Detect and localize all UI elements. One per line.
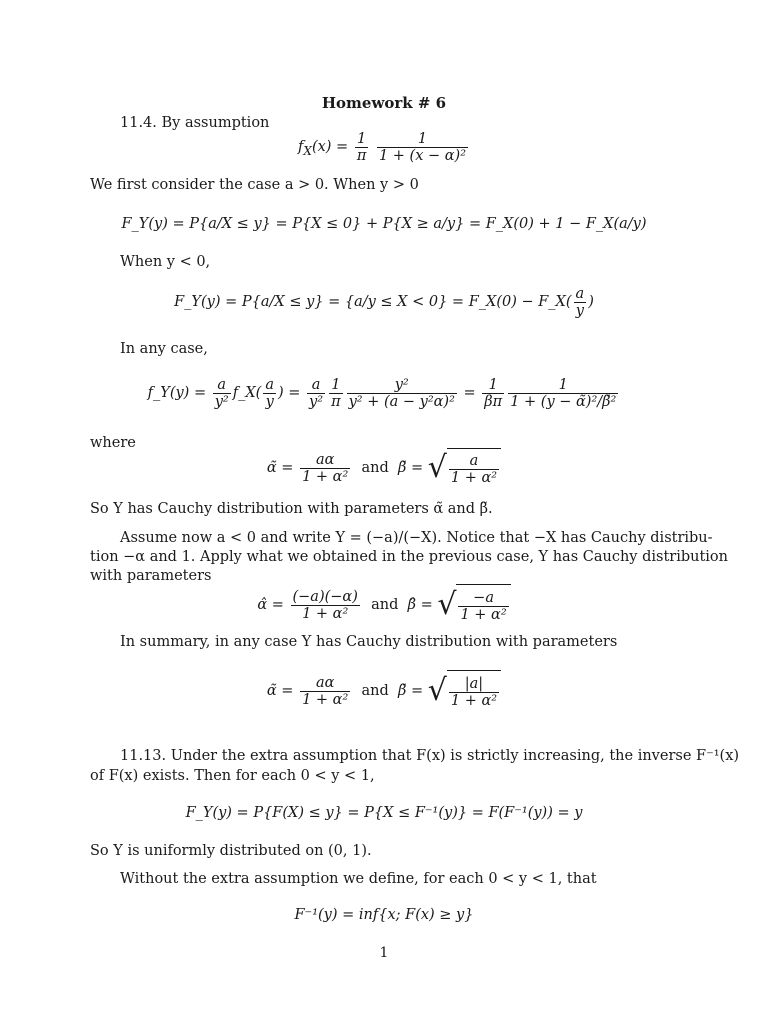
eq1-arg: (x) =: [311, 139, 349, 155]
assume-negative-line-2: tion −α and 1. Apply what we obtained in the previous case, Y has Cauchy distribution: [90, 549, 728, 565]
eq4-frac-f: $\frac{1}{\beta\pi}$: [484, 376, 503, 410]
case-a-positive-text: We first consider the case a > 0. When y > 0: [90, 177, 419, 193]
page-title: Homework # 6: [321, 94, 447, 112]
uniform-conclusion-text: So Y is uniformly distributed on (0, 1).: [90, 843, 372, 859]
eq6-sqrt: √ $\frac{-a}{\text{1 + α²}}$: [437, 584, 510, 626]
problem-11-13-line-1: 11.13. Under the extra assumption that F(x) is strictly increasing, the inverse F⁻¹(x): [120, 748, 740, 764]
problem-11-4-intro: 11.4. By assumption: [120, 115, 270, 131]
summary-text: In summary, in any case Y has Cauchy distribution with parameters: [120, 634, 618, 650]
in-any-case-text: In any case,: [120, 341, 208, 357]
equation-summary-params: α̃ = $\frac{a\alpha}{\text{1 + α²}}$ and β̃ = √ $\frac{|a|}{\text{1 + α²}}$: [0, 670, 768, 712]
equation-inverse-def: F⁻¹(y) = inf{x; F(x) ≥ y}: [294, 907, 474, 923]
equation-fx-density: [0, 130, 768, 168]
equation-fy-density: f_Y(y) = $\frac{a}{\text{y²}}$ f_X( $\frac{a}{y}$ ) = $\frac{a}{\text{y²}}$ $\frac{1}{\pi}$ $\frac{\text{y²}}{\text{y² + (a − y²α)²}}$ = $\frac{1}{\beta\pi}$ $\frac{1}{\text{1 + (y − α̃)²/β̃²}}$: [147, 376, 617, 410]
where-text: where: [90, 435, 136, 451]
eq5-sqrt: √ $\frac{a}{\text{1 + α²}}$: [428, 448, 501, 488]
equation-fy-uniform: F_Y(y) = P{F(X) ≤ y} = P{X ≤ F⁻¹(y)} = F(F⁻¹(y)) = y: [185, 805, 583, 821]
eq4-frac-c: $\frac{a}{\text{y²}}$: [309, 376, 324, 410]
without-assumption-text: Without the extra assumption we define, for each 0 < y < 1, that: [120, 871, 597, 887]
equation-fy-negative: F_Y(y) = P{a/X ≤ y} = {a/y ≤ X < 0} = F_X(0) − F_X( $\frac{a}{y}$ ): [174, 285, 594, 319]
eq3-frac: $\frac{a}{y}$: [575, 285, 585, 319]
eq4-frac-a: $\frac{a}{\text{y²}}$: [214, 376, 229, 410]
equation-fy-positive: F_Y(y) = P{a/X ≤ y} = P{X ≤ 0} + P{X ≥ a/y} = F_X(0) + 1 − F_X(a/y): [121, 216, 647, 232]
eq1-lhs: f: [297, 139, 304, 155]
equation-alpha-beta-tilde: α̃ = $\frac{a\alpha}{\text{1 + α²}}$ and β̃ = √ $\frac{a}{\text{1 + α²}}$: [0, 448, 768, 488]
eq7-sqrt: √ $\frac{|a|}{\text{1 + α²}}$: [428, 670, 501, 712]
equation-alpha-beta-hat: α̂ = $\frac{(-a)(-\alpha)}{\text{1 + α²}}$ and β̂ = √ $\frac{-a}{\text{1 + α²}}$: [0, 584, 768, 626]
eq1-sub: X: [303, 143, 312, 158]
problem-11-13-line-2: of F(x) exists. Then for each 0 < y < 1,: [90, 768, 375, 784]
eq1-frac-1: $\frac{1}{\pi}$: [356, 130, 367, 164]
eq4-frac-b: $\frac{a}{y}$: [265, 376, 274, 410]
eq7-frac: $\frac{a\alpha}{\text{1 + α²}}$: [302, 674, 349, 708]
assume-negative-line-3: with parameters: [90, 568, 212, 584]
eq6-frac: $\frac{(-a)(-\alpha)}{\text{1 + α²}}$: [292, 588, 358, 622]
eq3-left: F_Y(y) = P{a/X ≤ y} = {a/y ≤ X < 0} = F_X(0) − F_X: [174, 294, 566, 310]
eq4-frac-g: $\frac{1}{\text{1 + (y − α̃)²/β̃²}}$: [510, 376, 617, 410]
eq1-frac-2: $\frac{1}{\text{1 + (x − α)²}}$: [378, 130, 467, 164]
page-number: 1: [379, 945, 389, 961]
assume-negative-line-1: Assume now a < 0 and write Y = (−a)/(−X). Notice that −X has Cauchy distribu-: [120, 530, 713, 546]
eq4-frac-e: $\frac{\text{y²}}{\text{y² + (a − y²α)²}}$: [348, 376, 455, 410]
cauchy-conclusion-text: So Y has Cauchy distribution with parameters α̃ and β̃.: [90, 501, 493, 517]
eq4-frac-d: $\frac{1}{\pi}$: [331, 376, 341, 410]
eq5-frac: $\frac{a\alpha}{\text{1 + α²}}$: [302, 451, 349, 485]
when-y-negative-text: When y < 0,: [120, 254, 211, 270]
